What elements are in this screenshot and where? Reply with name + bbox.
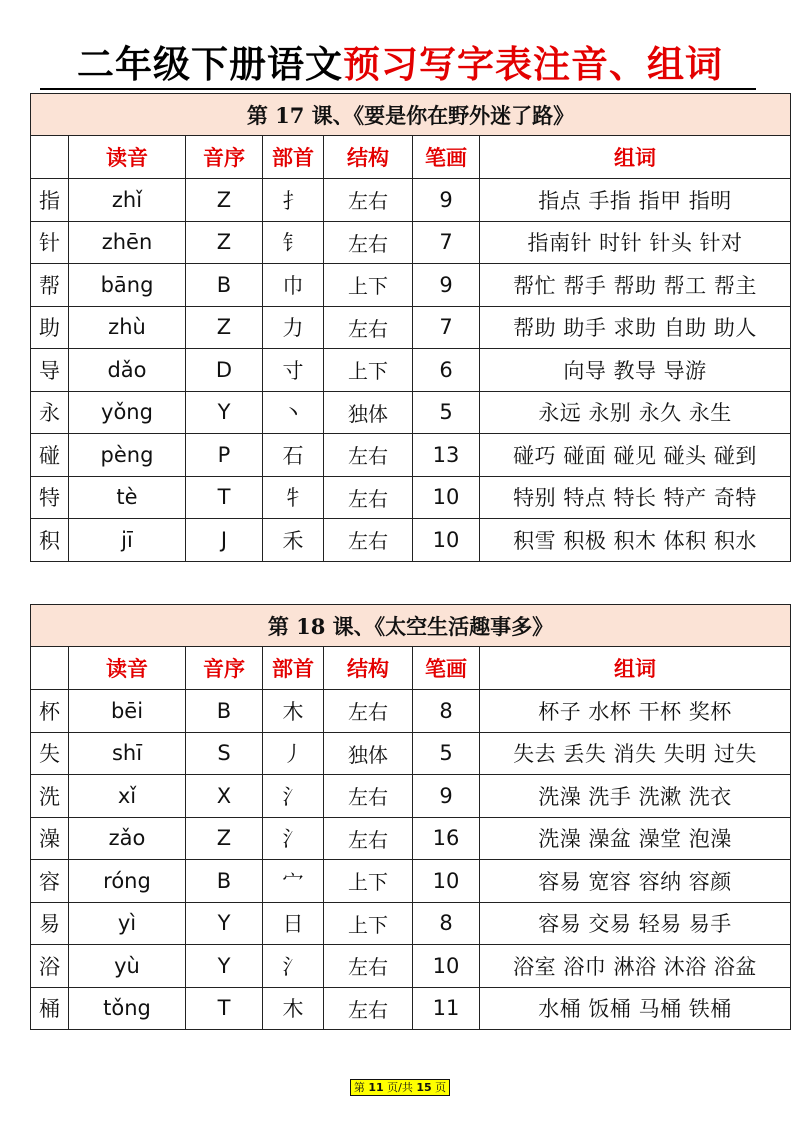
cell-char: 桶 — [31, 987, 69, 1030]
cell-radical: 日 — [263, 902, 324, 945]
cell-strokes: 5 — [413, 732, 480, 775]
cell-radical: 寸 — [263, 349, 324, 392]
cell-pinyin: zhǐ — [69, 179, 186, 222]
cell-strokes: 5 — [413, 391, 480, 434]
cell-radical: 氵 — [263, 775, 324, 818]
cell-char: 指 — [31, 179, 69, 222]
cell-initial: Y — [186, 391, 263, 434]
table-row — [31, 391, 791, 434]
column-header-radical: 部首 — [263, 136, 324, 179]
cell-structure: 左右 — [324, 987, 413, 1030]
cell-radical: 牜 — [263, 476, 324, 519]
cell-words: 积雪 积极 积木 体积 积水 — [480, 519, 791, 562]
cell-strokes: 10 — [413, 945, 480, 988]
cell-initial: B — [186, 690, 263, 733]
cell-char: 失 — [31, 732, 69, 775]
table-row — [31, 306, 791, 349]
table-row — [31, 945, 791, 988]
page-number-badge: 第 11 页/共 15 页 — [350, 1079, 450, 1096]
cell-strokes: 11 — [413, 987, 480, 1030]
cell-words: 指南针 时针 针头 针对 — [480, 221, 791, 264]
cell-strokes: 8 — [413, 902, 480, 945]
cell-char: 积 — [31, 519, 69, 562]
page-footer — [0, 1076, 800, 1096]
column-header-structure: 结构 — [324, 647, 413, 690]
cell-words: 帮忙 帮手 帮助 帮工 帮主 — [480, 264, 791, 307]
cell-strokes: 13 — [413, 434, 480, 477]
cell-initial: X — [186, 775, 263, 818]
cell-pinyin: zǎo — [69, 817, 186, 860]
cell-strokes: 16 — [413, 817, 480, 860]
cell-radical: 石 — [263, 434, 324, 477]
cell-initial: Y — [186, 945, 263, 988]
cell-strokes: 6 — [413, 349, 480, 392]
lesson-heading: 第 17 课、《要是你在野外迷了路》 — [31, 94, 791, 136]
lesson-table-17 — [30, 93, 791, 562]
title-underline — [40, 88, 756, 90]
cell-strokes: 10 — [413, 476, 480, 519]
cell-pinyin: jī — [69, 519, 186, 562]
table-row — [31, 732, 791, 775]
cell-pinyin: pèng — [69, 434, 186, 477]
column-header-initial: 音序 — [186, 647, 263, 690]
cell-char: 碰 — [31, 434, 69, 477]
cell-pinyin: yǒng — [69, 391, 186, 434]
cell-initial: S — [186, 732, 263, 775]
cell-char: 永 — [31, 391, 69, 434]
page-title — [0, 38, 800, 90]
cell-words: 杯子 水杯 干杯 奖杯 — [480, 690, 791, 733]
cell-initial: B — [186, 860, 263, 903]
cell-words: 碰巧 碰面 碰见 碰头 碰到 — [480, 434, 791, 477]
cell-initial: T — [186, 476, 263, 519]
table-row — [31, 775, 791, 818]
cell-structure: 左右 — [324, 519, 413, 562]
cell-structure: 左右 — [324, 476, 413, 519]
cell-initial: B — [186, 264, 263, 307]
cell-strokes: 7 — [413, 306, 480, 349]
cell-radical: 木 — [263, 690, 324, 733]
table-row — [31, 987, 791, 1030]
cell-structure: 左右 — [324, 434, 413, 477]
cell-radical: 宀 — [263, 860, 324, 903]
cell-radical: 钅 — [263, 221, 324, 264]
cell-char: 帮 — [31, 264, 69, 307]
cell-radical: 禾 — [263, 519, 324, 562]
cell-strokes: 9 — [413, 775, 480, 818]
cell-pinyin: zhēn — [69, 221, 186, 264]
cell-char: 容 — [31, 860, 69, 903]
cell-words: 帮助 助手 求助 自助 助人 — [480, 306, 791, 349]
cell-words: 指点 手指 指甲 指明 — [480, 179, 791, 222]
cell-words: 失去 丢失 消失 失明 过失 — [480, 732, 791, 775]
cell-pinyin: bēi — [69, 690, 186, 733]
cell-words: 容易 宽容 容纳 容颜 — [480, 860, 791, 903]
lesson-table-18 — [30, 604, 791, 1030]
cell-words: 容易 交易 轻易 易手 — [480, 902, 791, 945]
cell-initial: D — [186, 349, 263, 392]
cell-pinyin: yù — [69, 945, 186, 988]
cell-structure: 独体 — [324, 391, 413, 434]
cell-radical: 丶 — [263, 391, 324, 434]
cell-pinyin: tè — [69, 476, 186, 519]
cell-radical: 力 — [263, 306, 324, 349]
cell-radical: 木 — [263, 987, 324, 1030]
column-header-initial: 音序 — [186, 136, 263, 179]
title-grade: 二年级下册语文 — [77, 42, 343, 86]
cell-initial: P — [186, 434, 263, 477]
table-row — [31, 221, 791, 264]
cell-words: 特别 特点 特长 特产 奇特 — [480, 476, 791, 519]
table-row — [31, 690, 791, 733]
cell-char: 特 — [31, 476, 69, 519]
cell-char: 洗 — [31, 775, 69, 818]
cell-words: 浴室 浴巾 淋浴 沐浴 浴盆 — [480, 945, 791, 988]
table-row — [31, 264, 791, 307]
cell-radical: 扌 — [263, 179, 324, 222]
cell-initial: Z — [186, 179, 263, 222]
column-header-char — [31, 136, 69, 179]
cell-structure: 左右 — [324, 306, 413, 349]
cell-char: 易 — [31, 902, 69, 945]
lesson-heading: 第 18 课、《太空生活趣事多》 — [31, 605, 791, 647]
cell-char: 浴 — [31, 945, 69, 988]
cell-structure: 上下 — [324, 860, 413, 903]
cell-pinyin: shī — [69, 732, 186, 775]
cell-strokes: 9 — [413, 264, 480, 307]
table-row — [31, 434, 791, 477]
title-topic: 预习写字表注音、组词 — [343, 42, 723, 86]
table-row — [31, 476, 791, 519]
column-header-radical: 部首 — [263, 647, 324, 690]
cell-strokes: 9 — [413, 179, 480, 222]
cell-strokes: 7 — [413, 221, 480, 264]
cell-words: 向导 教导 导游 — [480, 349, 791, 392]
cell-words: 永远 永别 永久 永生 — [480, 391, 791, 434]
cell-char: 杯 — [31, 690, 69, 733]
cell-pinyin: dǎo — [69, 349, 186, 392]
table-row — [31, 179, 791, 222]
cell-initial: T — [186, 987, 263, 1030]
cell-radical: 氵 — [263, 817, 324, 860]
table-row — [31, 349, 791, 392]
cell-structure: 左右 — [324, 179, 413, 222]
cell-pinyin: róng — [69, 860, 186, 903]
cell-structure: 左右 — [324, 775, 413, 818]
cell-words: 洗澡 澡盆 澡堂 泡澡 — [480, 817, 791, 860]
cell-structure: 左右 — [324, 945, 413, 988]
cell-words: 洗澡 洗手 洗漱 洗衣 — [480, 775, 791, 818]
cell-structure: 上下 — [324, 264, 413, 307]
column-header-structure: 结构 — [324, 136, 413, 179]
table-row — [31, 902, 791, 945]
table-row — [31, 860, 791, 903]
cell-initial: Z — [186, 306, 263, 349]
cell-pinyin: bāng — [69, 264, 186, 307]
cell-structure: 上下 — [324, 902, 413, 945]
cell-initial: Z — [186, 817, 263, 860]
cell-initial: Z — [186, 221, 263, 264]
cell-initial: J — [186, 519, 263, 562]
column-header-strokes: 笔画 — [413, 647, 480, 690]
column-header-words: 组词 — [480, 647, 791, 690]
cell-pinyin: zhù — [69, 306, 186, 349]
cell-pinyin: yì — [69, 902, 186, 945]
column-header-words: 组词 — [480, 136, 791, 179]
cell-structure: 左右 — [324, 690, 413, 733]
cell-radical: 丿 — [263, 732, 324, 775]
cell-structure: 左右 — [324, 221, 413, 264]
cell-char: 针 — [31, 221, 69, 264]
column-header-pinyin: 读音 — [69, 647, 186, 690]
cell-structure: 上下 — [324, 349, 413, 392]
cell-char: 导 — [31, 349, 69, 392]
cell-structure: 独体 — [324, 732, 413, 775]
cell-pinyin: xǐ — [69, 775, 186, 818]
cell-strokes: 10 — [413, 860, 480, 903]
cell-strokes: 10 — [413, 519, 480, 562]
column-header-pinyin: 读音 — [69, 136, 186, 179]
cell-radical: 氵 — [263, 945, 324, 988]
cell-char: 澡 — [31, 817, 69, 860]
table-row — [31, 519, 791, 562]
cell-pinyin: tǒng — [69, 987, 186, 1030]
column-header-strokes: 笔画 — [413, 136, 480, 179]
column-header-char — [31, 647, 69, 690]
cell-words: 水桶 饭桶 马桶 铁桶 — [480, 987, 791, 1030]
cell-initial: Y — [186, 902, 263, 945]
cell-radical: 巾 — [263, 264, 324, 307]
cell-char: 助 — [31, 306, 69, 349]
cell-strokes: 8 — [413, 690, 480, 733]
cell-structure: 左右 — [324, 817, 413, 860]
table-row — [31, 817, 791, 860]
